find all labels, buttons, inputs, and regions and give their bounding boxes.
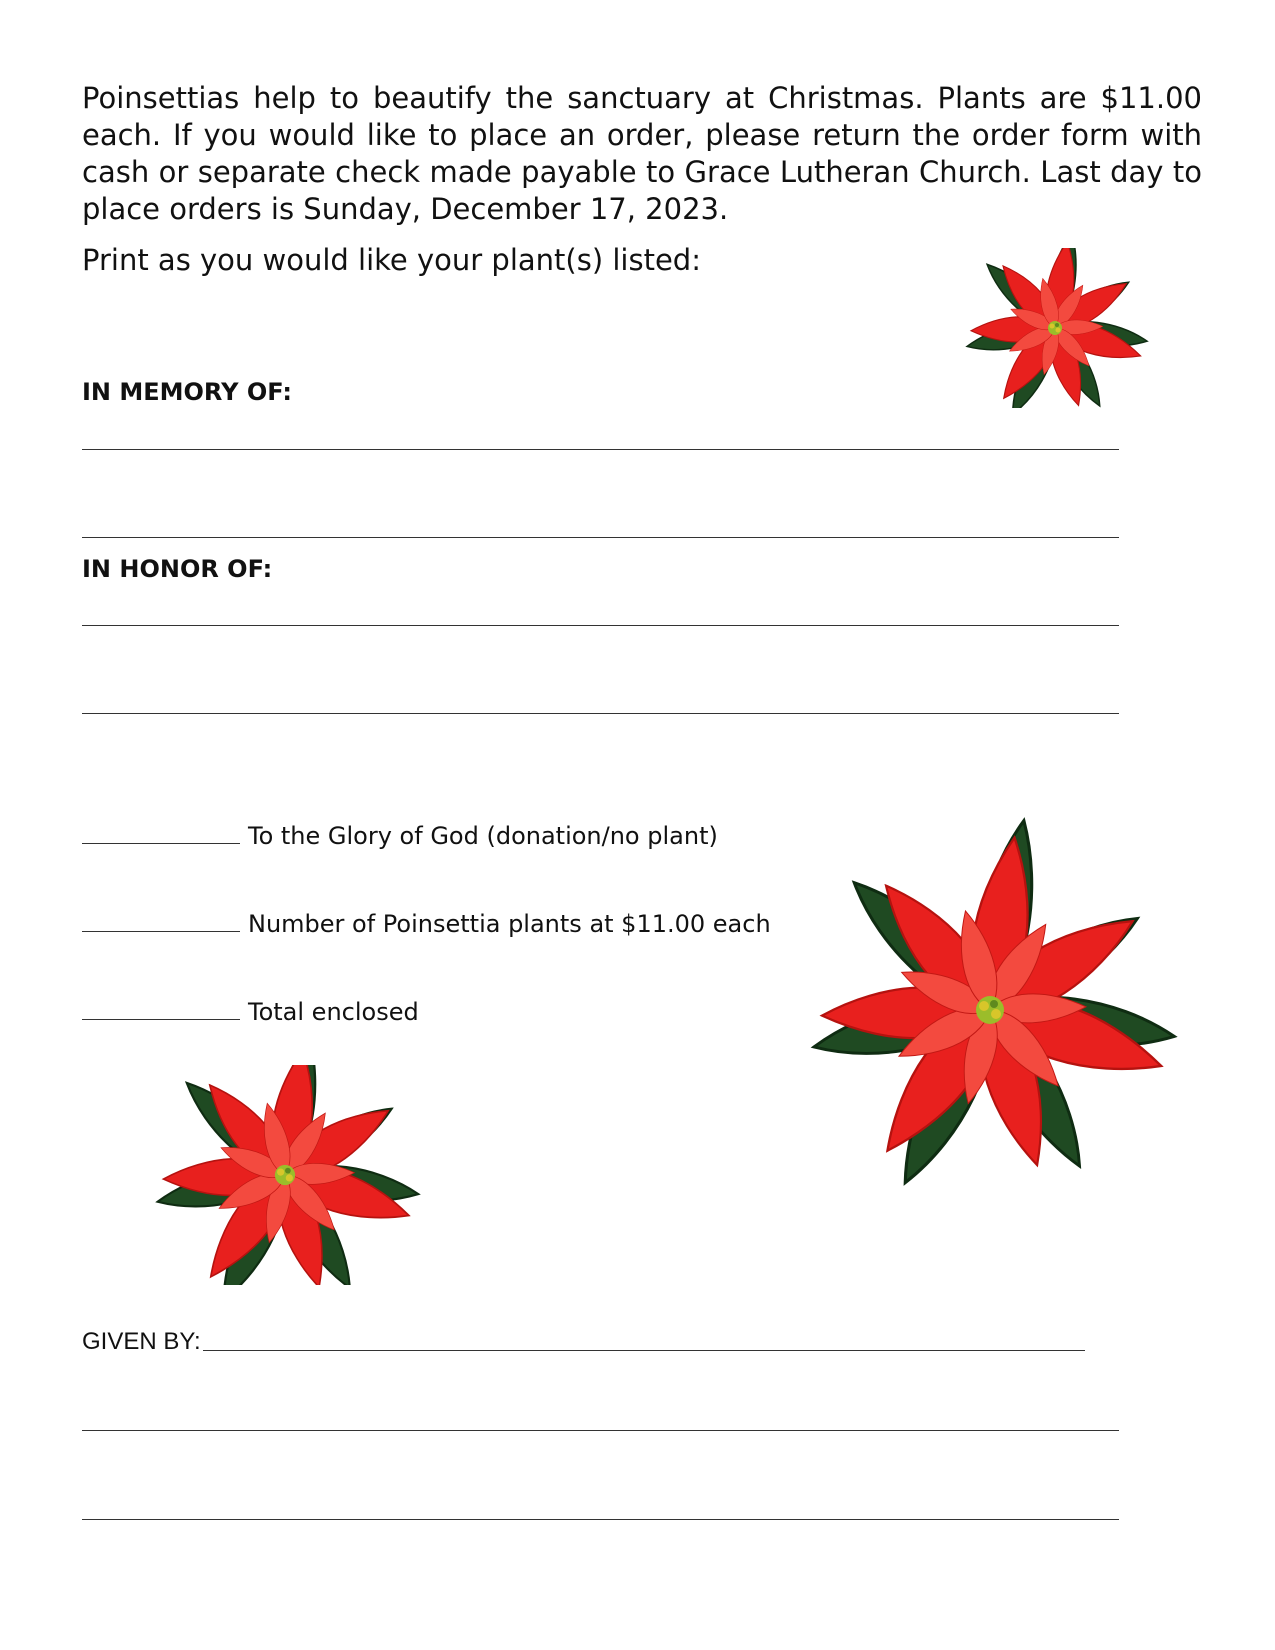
plants-label: Number of Poinsettia plants at $11.00 each: [248, 910, 771, 938]
honor-line-1[interactable]: [82, 625, 1119, 626]
poinsettia-icon: [955, 248, 1155, 408]
given-line-3[interactable]: [82, 1519, 1119, 1520]
in-memory-label: IN MEMORY OF:: [82, 378, 292, 406]
given-by-label: GIVEN BY:: [82, 1328, 201, 1355]
total-row: [82, 992, 419, 1026]
intro-paragraph: Poinsettias help to beautify the sanctuary at Christmas. Plants are $11.00 each. If you would like to place an order, please return the order form with cash or separate check made payable to Grace Lutheran Church. Last day to place orders is Sunday, December 17, 2023.: [82, 81, 1202, 226]
poinsettia-icon: [790, 800, 1190, 1220]
given-line-2[interactable]: [82, 1430, 1119, 1431]
given-by-row: [82, 1322, 1085, 1356]
plants-row: [82, 904, 771, 938]
print-instruction: Print as you would like your plant(s) listed:: [82, 243, 701, 277]
glory-row: [82, 816, 718, 850]
glory-amount-blank[interactable]: [82, 843, 240, 844]
plants-count-blank[interactable]: [82, 931, 240, 932]
in-honor-label: IN HONOR OF:: [82, 555, 273, 583]
poinsettia-icon: [140, 1065, 430, 1285]
total-label: Total enclosed: [248, 998, 419, 1026]
given-by-line[interactable]: [203, 1350, 1085, 1351]
memory-line-2[interactable]: [82, 537, 1119, 538]
memory-line-1[interactable]: [82, 449, 1119, 450]
total-amount-blank[interactable]: [82, 1019, 240, 1020]
glory-label: To the Glory of God (donation/no plant): [248, 822, 718, 850]
honor-line-2[interactable]: [82, 713, 1119, 714]
